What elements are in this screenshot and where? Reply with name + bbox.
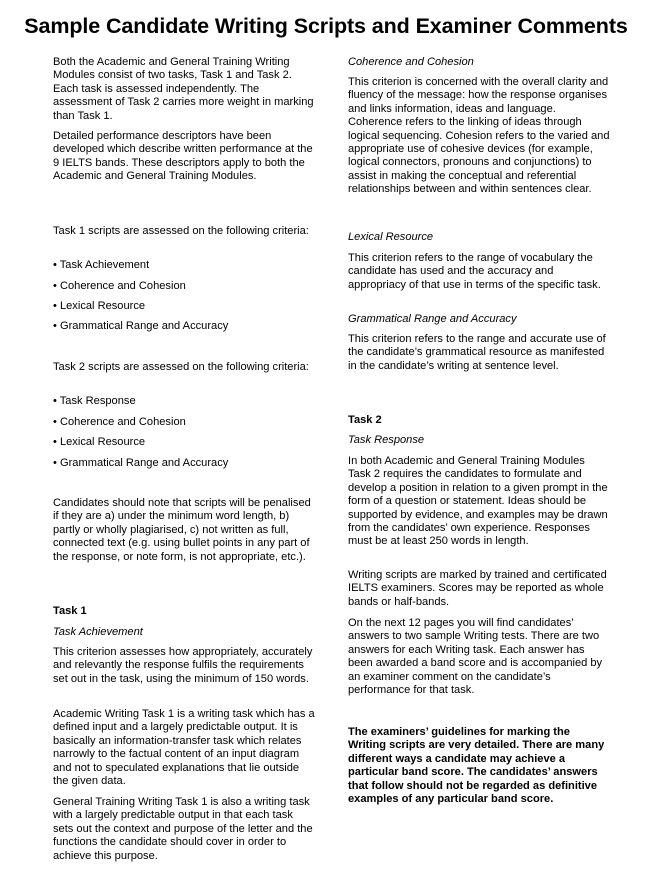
task1-heading: Task 1 [53,605,87,617]
grammar-heading: Grammatical Range and Accuracy [348,313,517,325]
task2-criterion-item: • Grammatical Range and Accuracy [53,457,315,470]
lexical-text: This criterion refers to the range of vocabulary the candidate has used and the accuracy and appropriacy of that use in terms of the specific task. [348,252,601,291]
task-achievement-text: This criterion assesses how appropriately, accurately and relevantly the response fulfils the requirements set out in the task, using the minimum of 150 words. [53,646,313,685]
academic-task1-text: Academic Writing Task 1 is a writing task which has a defined input and a largely predictable output. It is basically an information-transfer task which relates narrowly to the factual content of an input diagram and not to speculated explanations that lie outside the given data. [53,708,315,788]
examiner-guidelines-text: The examiners’ guidelines for marking the Writing scripts are very detailed. There are many different ways a candidate may achieve a particular band score. The candidates’ answers that follow should not be regarded as definitive examples of any particular band score. [348,726,605,806]
coherence-heading: Coherence and Cohesion [348,56,474,68]
coherence-text: This criterion is concerned with the overall clarity and fluency of the message: how the response organises and links information, ideas and language. Coherence refers to the linking of ideas through logical sequencing. Cohesion refers to the varied and appropriate use of cohesive devices (for example, logical connectors, pronouns and conjunctions) to assist in making the conceptual and referential relationships between and within sentences clear. [348,76,610,196]
task-response-heading: Task Response [348,434,425,446]
task2-criterion-item: • Lexical Resource [53,436,315,449]
task2-heading: Task 2 [348,414,382,426]
penalty-note: Candidates should note that scripts will be penalised if they are a) under the minimum word length, b) partly or wholly plagiarised, c) not written as full, connected text (e.g. using bullet points in any part of the response, or note form, is not appropriate, etc.). [53,497,311,563]
task1-criterion-item: • Lexical Resource [53,300,315,313]
next-pages-text: On the next 12 pages you will find candidates’ answers to two sample Writing tests. There are two answers for each Writing task. Each answer has been awarded a band score and is accompanied by an examiner comment on the candidate’s performance for that task. [348,617,603,697]
task1-criterion-item: • Coherence and Cohesion [53,280,315,293]
task-achievement-heading: Task Achievement [53,626,143,638]
intro-paragraph-1: Both the Academic and General Training Writing Modules consist of two tasks, Task 1 and Task 2. Each task is assessed independently. The assessment of Task 2 carries more weight in marking than Task 1. [53,56,314,122]
page-title: Sample Candidate Writing Scripts and Examiner Comments [24,14,628,38]
task2-criteria-intro: Task 2 scripts are assessed on the following criteria: [53,361,309,373]
task2-criterion-item: • Task Response [53,395,315,408]
grammar-text: This criterion refers to the range and accurate use of the candidate’s grammatical resource as manifested in the candidate’s writing at sentence level. [348,333,606,372]
lexical-heading: Lexical Resource [348,231,434,243]
task1-criteria-intro: Task 1 scripts are assessed on the following criteria: [53,225,309,237]
task1-criterion-item: • Grammatical Range and Accuracy [53,320,315,333]
task2-criterion-item: • Coherence and Cohesion [53,416,315,429]
general-task1-text: General Training Writing Task 1 is also a writing task with a largely predictable output in that each task sets out the context and purpose of the letter and the functions the candidate should cover in order to achieve this purpose. [53,796,313,862]
task1-criterion-item: • Task Achievement [53,259,315,272]
task-response-text: In both Academic and General Training Modules Task 2 requires the candidates to formulate and develop a position in relation to a given prompt in the form of a question or statement. Ideas should be supported by evidence, and examples may be drawn from the candidates’ own experience. Responses must be at least 250 words in length. [348,455,608,548]
marking-text: Writing scripts are marked by trained and certificated IELTS examiners. Scores may be reported as whole bands or half-bands. [348,569,607,608]
intro-paragraph-2: Detailed performance descriptors have been developed which describe written performance at the 9 IELTS bands. These descriptors apply to both the Academic and General Training Modules. [53,130,313,183]
